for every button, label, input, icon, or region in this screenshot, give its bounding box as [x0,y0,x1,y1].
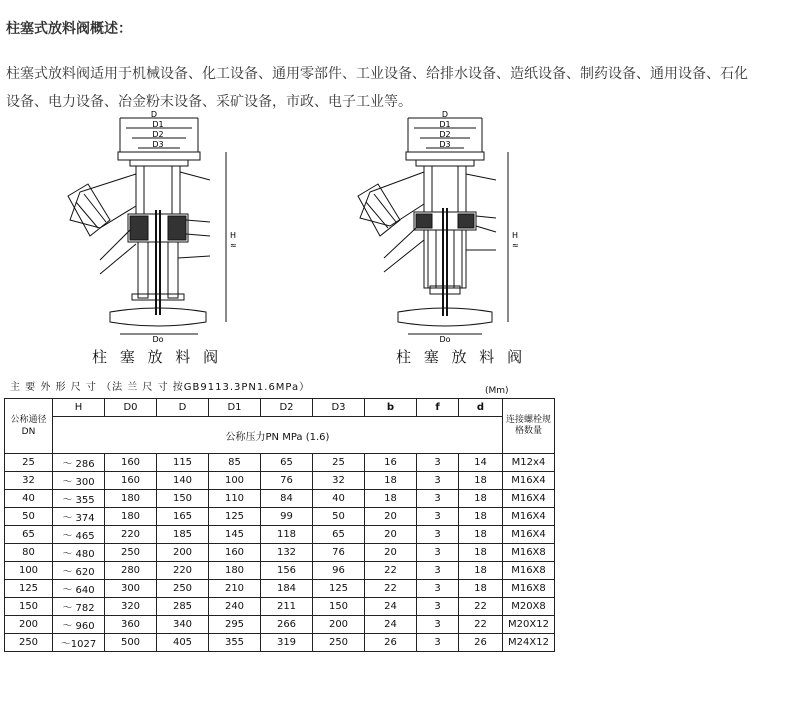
table-cell: 22 [459,616,503,634]
table-cell: 25 [5,454,53,472]
table-cell: M20X12 [503,616,555,634]
table-cell: 65 [261,454,313,472]
table-cell: 266 [261,616,313,634]
table-cell: M16X8 [503,562,555,580]
table-cell: 20 [365,508,417,526]
table-cell: M16X4 [503,508,555,526]
table-cell: ～ 640 [53,580,105,598]
table-cell: 3 [417,562,459,580]
pressure-row [5,417,555,454]
table-cell: ～ 782 [53,598,105,616]
table-cell: 150 [5,598,53,616]
table-cell: M16X8 [503,580,555,598]
dim-label-d3: D3 [152,140,164,149]
header-bolt: 连接螺栓规格数量 [503,399,555,454]
table-cell: 115 [157,454,209,472]
table-cell: 18 [459,490,503,508]
dim-label-d: D [150,110,158,119]
table-cell: 405 [157,634,209,652]
table-cell: 355 [209,634,261,652]
table-cell: 18 [459,508,503,526]
intro-line: 柱塞式放料阀适用于机械设备、化工设备、通用零部件、工业设备、给排水设备、造纸设备、制药设备、通用设备、石化 [6,66,748,82]
table-cell: 84 [261,490,313,508]
table-cell: 200 [157,544,209,562]
table-cell: 25 [313,454,365,472]
table-cell: ～ 960 [53,616,105,634]
table-cell: 150 [157,490,209,508]
table-cell: 240 [209,598,261,616]
header-row [5,399,555,417]
unit-label: (Mm) [485,386,509,396]
page-title: 柱塞式放料阀概述： [6,21,132,37]
table-cell: 320 [105,598,157,616]
table-cell: 32 [313,472,365,490]
table-cell: M16X8 [503,544,555,562]
table-cell: 160 [209,544,261,562]
table-cell: 26 [365,634,417,652]
table-row [5,544,555,562]
header-dn: 公称通径DN [5,399,53,454]
table-cell: 85 [209,454,261,472]
table-cell: 180 [209,562,261,580]
table-cell: 76 [313,544,365,562]
table-row [5,562,555,580]
table-cell: 185 [157,526,209,544]
table-cell: ～ 465 [53,526,105,544]
table-row [5,454,555,472]
table-cell: 65 [313,526,365,544]
drawing-caption-left: 柱 塞 放 料 阀 [92,348,223,366]
table-cell: 140 [157,472,209,490]
header-cell: D1 [209,399,261,417]
table-cell: 125 [313,580,365,598]
table-cell: 250 [157,580,209,598]
table-cell: ～1027 [53,634,105,652]
table-cell: 156 [261,562,313,580]
table-cell: 180 [105,490,157,508]
table-cell: 20 [365,526,417,544]
table-cell: 3 [417,472,459,490]
header-cell: d [459,399,503,417]
table-cell: M16X4 [503,526,555,544]
table-row [5,508,555,526]
dim-label-approx: ≈ [230,241,237,250]
table-cell: 125 [209,508,261,526]
table-cell: 180 [105,508,157,526]
table-cell: 210 [209,580,261,598]
table-cell: 132 [261,544,313,562]
dim-label-d1: D1 [152,120,164,129]
table-cell: ～ 300 [53,472,105,490]
table-row [5,598,555,616]
table-cell: 96 [313,562,365,580]
table-cell: 76 [261,472,313,490]
table-cell: M16X4 [503,490,555,508]
table-cell: 145 [209,526,261,544]
table-cell: 3 [417,544,459,562]
header-cell: b [365,399,417,417]
table-cell: 295 [209,616,261,634]
table-cell: 165 [157,508,209,526]
table-cell: 3 [417,490,459,508]
dim-label-d3: D3 [439,140,451,149]
table-cell: 184 [261,580,313,598]
table-cell: M20X8 [503,598,555,616]
table-cell: 340 [157,616,209,634]
table-cell: 3 [417,634,459,652]
table-cell: 250 [105,544,157,562]
table-cell: 200 [313,616,365,634]
table-cell: 65 [5,526,53,544]
table-cell: 280 [105,562,157,580]
table-cell: 300 [105,580,157,598]
table-cell: 319 [261,634,313,652]
table-cell: 100 [209,472,261,490]
table-cell: 211 [261,598,313,616]
table-cell: 22 [365,580,417,598]
table-cell: 99 [261,508,313,526]
table-cell: 250 [313,634,365,652]
table-cell: M16X4 [503,472,555,490]
table-cell: 40 [5,490,53,508]
table-cell: 50 [5,508,53,526]
table-cell: 3 [417,616,459,634]
dim-label-d1: D1 [439,120,451,129]
dim-label-do: Do [152,335,164,342]
table-cell: 118 [261,526,313,544]
dim-label-d2: D2 [152,130,164,139]
table-cell: 26 [459,634,503,652]
table-row [5,490,555,508]
intro-line: 设备、电力设备、冶金粉末设备、采矿设备，市政、电子工业等。 [6,94,412,110]
header-cell: H [53,399,105,417]
header-cell: D2 [261,399,313,417]
table-cell: 125 [5,580,53,598]
table-cell: 14 [459,454,503,472]
table-cell: 110 [209,490,261,508]
table-cell: 40 [313,490,365,508]
table-cell: 18 [365,490,417,508]
header-cell: D0 [105,399,157,417]
table-cell: 285 [157,598,209,616]
drawing-caption-right: 柱 塞 放 料 阀 [396,348,527,366]
header-pressure: 公称压力PN MPa (1.6) [53,417,503,454]
table-cell: 3 [417,526,459,544]
table-row [5,526,555,544]
table-cell: 18 [459,544,503,562]
dim-label-h: H [512,231,519,240]
table-cell: 50 [313,508,365,526]
table-row [5,616,555,634]
header-cell: D [157,399,209,417]
table-cell: 3 [417,598,459,616]
table-cell: 24 [365,598,417,616]
table-cell: M12x4 [503,454,555,472]
table-cell: 18 [459,562,503,580]
table-cell: 160 [105,472,157,490]
table-title: 主 要 外 形 尺 寸 （法 兰 尺 寸 按GB9113.3PN1.6MPa） [10,382,311,393]
table-cell: 3 [417,508,459,526]
table-cell: 18 [459,472,503,490]
table-cell: 220 [105,526,157,544]
valve-drawing-left [40,110,280,342]
table-cell: 3 [417,454,459,472]
table-cell: 150 [313,598,365,616]
table-cell: ～ 480 [53,544,105,562]
table-cell: 22 [459,598,503,616]
table-cell: 22 [365,562,417,580]
table-cell: 18 [459,580,503,598]
table-cell: 360 [105,616,157,634]
table-cell: 200 [5,616,53,634]
dim-label-do: Do [439,335,451,342]
table-cell: 250 [5,634,53,652]
dim-label-d2: D2 [439,130,451,139]
dimensions-table [4,398,555,652]
table-cell: 3 [417,580,459,598]
table-row [5,634,555,652]
table-cell: ～ 374 [53,508,105,526]
table-row [5,580,555,598]
table-cell: ～ 286 [53,454,105,472]
dim-label-d: D [441,110,449,119]
table-cell: 24 [365,616,417,634]
header-cell: D3 [313,399,365,417]
table-cell: 18 [459,526,503,544]
valve-drawing-right [340,110,580,342]
table-cell: M24X12 [503,634,555,652]
table-cell: 18 [365,472,417,490]
table-cell: 20 [365,544,417,562]
table-cell: ～ 620 [53,562,105,580]
table-row [5,472,555,490]
table-cell: 500 [105,634,157,652]
table-cell: 100 [5,562,53,580]
table-cell: 220 [157,562,209,580]
table-cell: 16 [365,454,417,472]
header-cell: f [417,399,459,417]
table-cell: 32 [5,472,53,490]
table-cell: 80 [5,544,53,562]
dim-label-h: H [230,231,237,240]
intro-paragraph [6,60,796,116]
table-cell: ～ 355 [53,490,105,508]
dim-label-approx: ≈ [512,241,519,250]
table-cell: 160 [105,454,157,472]
